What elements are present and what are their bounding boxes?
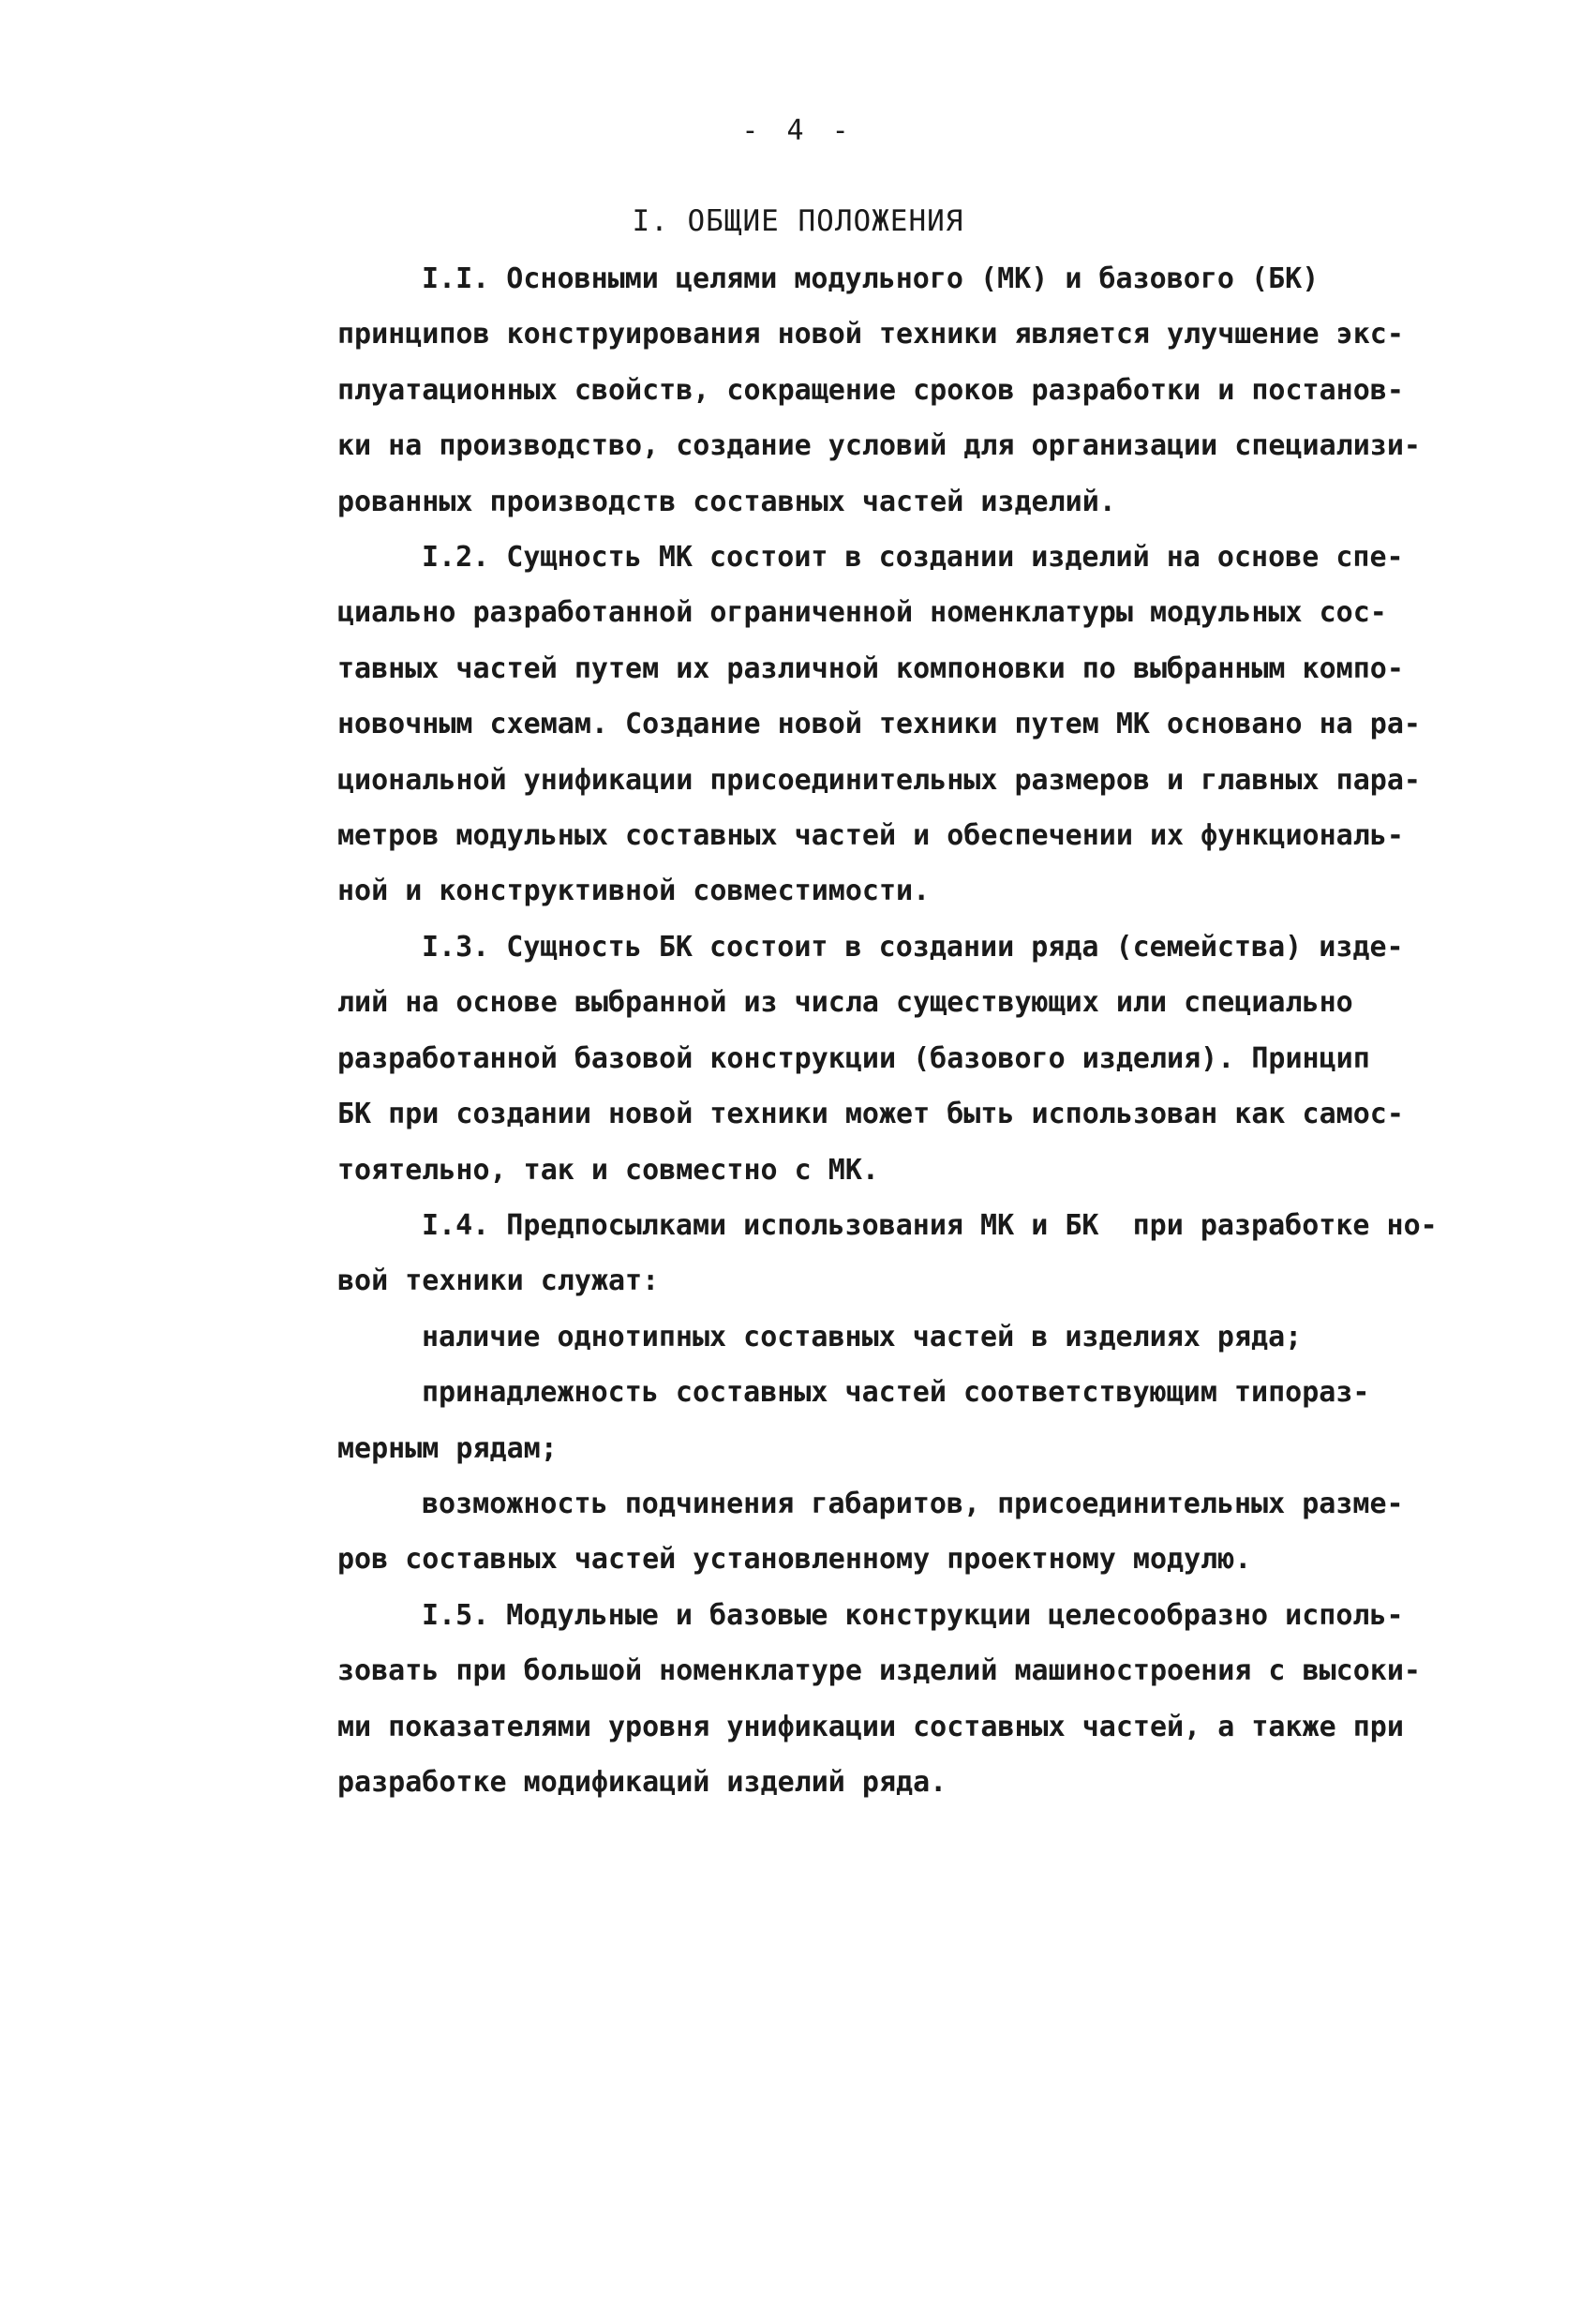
text-line: разработке модификаций изделий ряда. xyxy=(337,1765,947,1799)
text-line: зовать при большой номенклатуре изделий машиностроения с высоки- xyxy=(337,1654,1421,1688)
text-line: I.4. Предпосылками использования МК и БК при разработке но- xyxy=(422,1208,1438,1242)
text-line: лий на основе выбранной из числа существующих или специально xyxy=(337,986,1353,1020)
text-line: рованных производств составных частей изделий. xyxy=(337,485,1116,518)
text-line: новочным схемам. Создание новой техники путем МК основано на ра- xyxy=(337,708,1421,741)
text-line: возможность подчинения габаритов, присоединительных разме- xyxy=(422,1487,1404,1520)
text-line: принадлежность составных частей соответствующим типораз- xyxy=(422,1376,1370,1410)
text-line: циональной унификации присоединительных размеров и главных пара- xyxy=(337,763,1421,797)
text-line: ров составных частей установленному проектному модулю. xyxy=(337,1543,1252,1577)
text-line: тавных частей путем их различной компоновки по выбранным компо- xyxy=(337,651,1404,685)
text-line: вой техники служат: xyxy=(337,1264,660,1298)
text-line: циально разработанной ограниченной номенклатуры модульных сос- xyxy=(337,596,1387,630)
text-line: разработанной базовой конструкции (базового изделия). Принцип xyxy=(337,1041,1370,1075)
text-line: БК при создании новой техники может быть использован как самос- xyxy=(337,1098,1404,1131)
text-line: принципов конструирования новой техники является улучшение экс- xyxy=(337,318,1404,351)
section-title: I. ОБЩИЕ ПОЛОЖЕНИЯ xyxy=(632,204,964,238)
text-line: I.3. Сущность БК состоит в создании ряда (семейства) изде- xyxy=(422,930,1404,964)
text-line: мерным рядам; xyxy=(337,1431,558,1465)
text-line: плуатационных свойств, сокращение сроков разработки и постанов- xyxy=(337,373,1404,407)
text-line: ной и конструктивной совместимости. xyxy=(337,875,931,908)
text-line: I.5. Модульные и базовые конструкции целесообразно исполь- xyxy=(422,1598,1404,1632)
text-line: I.2. Сущность МК состоит в создании изделий на основе спе- xyxy=(422,541,1404,575)
body-text xyxy=(337,251,1438,1810)
text-line: ми показателями уровня унификации составных частей, а также при xyxy=(337,1710,1404,1743)
text-line: ки на производство, создание условий для организации специализи- xyxy=(337,429,1421,463)
text-line: I.I. Основными целями модульного (МК) и базового (БК) xyxy=(422,262,1320,295)
text-line: наличие однотипных составных частей в изделиях ряда; xyxy=(422,1320,1303,1353)
text-line: тоятельно, так и совместно с МК. xyxy=(337,1153,879,1187)
page-number: - 4 - xyxy=(741,114,855,147)
text-line: метров модульных составных частей и обеспечении их функциональ- xyxy=(337,819,1404,853)
